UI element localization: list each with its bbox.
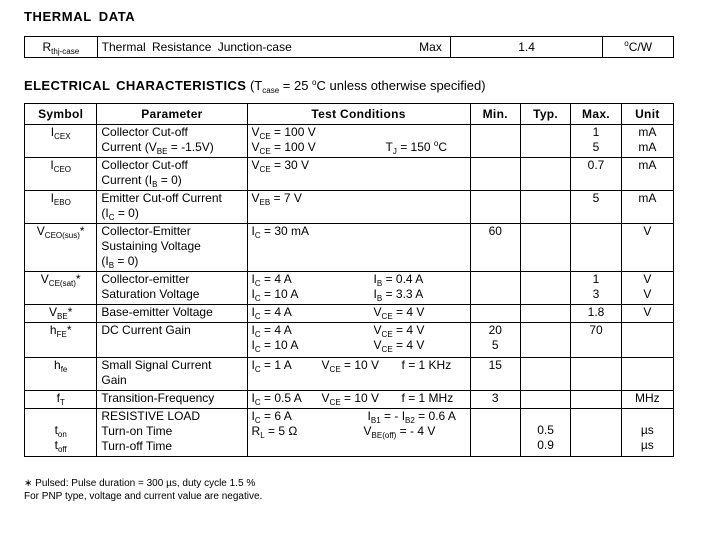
- pulsed-mark: *: [67, 305, 73, 319]
- condition-value: = - 4 V: [399, 424, 436, 438]
- degree-sup: o: [624, 39, 629, 48]
- condition-line: $V_{CE} = 100$ V $T_J = 150$ $^o$C: [251, 139, 448, 156]
- unit-cell: [621, 323, 673, 358]
- parameter-line: [101, 140, 242, 155]
- symbol-text: R: [42, 40, 52, 54]
- typ-cell: [520, 158, 570, 191]
- condition-third: f = 1 KHz: [401, 358, 452, 372]
- max-cell: [571, 391, 621, 409]
- thermal-parameter: [97, 37, 450, 58]
- unit-text: C: [438, 140, 448, 154]
- symbol-subscript: thj-case: [51, 47, 80, 56]
- condition-line: $R_L = 5$ Ω $V_{BE(off)}$ = - 4 V: [251, 424, 436, 440]
- condition-second: $I_B = 3.3$ A: [373, 287, 424, 303]
- symbol-sub: CEO(sus): [44, 231, 80, 240]
- symbol-text: h: [49, 323, 57, 337]
- test-conditions-cell: [247, 158, 470, 191]
- text-part: = 0): [157, 173, 182, 187]
- condition-value: = 4 V: [396, 305, 425, 319]
- unit-cell: [621, 272, 673, 305]
- symbol-sub: fe: [60, 365, 68, 374]
- pulsed-mark: *: [66, 323, 72, 337]
- symbol-text: t: [54, 423, 58, 437]
- symbol-cell: [25, 305, 97, 323]
- condition-value: = - I: [384, 409, 406, 423]
- parameter-line: Collector-emitter: [101, 272, 190, 286]
- condition-value: = 10 V: [344, 358, 380, 372]
- typ-cell: [520, 125, 570, 158]
- unit-value: mA: [638, 140, 657, 154]
- thermal-value: 1.4: [450, 37, 603, 58]
- condition-value: = 30 V: [274, 158, 310, 172]
- table-row: [25, 125, 674, 158]
- text-part: (I: [101, 206, 109, 220]
- typ-cell: [520, 409, 570, 457]
- symbol-line: [29, 423, 92, 438]
- condition-value: = 6 A: [264, 409, 292, 423]
- table-row: [25, 158, 674, 191]
- condition-second: $V_{BE(off)}$ = - 4 V: [363, 424, 436, 440]
- condition-line: $I_C = 30$ mA: [251, 224, 310, 240]
- table-row: [25, 409, 674, 457]
- header-row: [25, 104, 674, 125]
- table-row: [25, 391, 674, 409]
- condition-line: $I_C = 10$ A $V_{CE} = 4$ V: [251, 338, 425, 354]
- condition-value: = 3.3 A: [385, 287, 424, 301]
- title-part: (T: [249, 78, 263, 93]
- parameter-line: Turn-off Time: [101, 439, 173, 453]
- condition-value: = 4 A: [264, 323, 292, 337]
- symbol-cell: [25, 323, 97, 358]
- typ-value: 0.5: [537, 423, 554, 437]
- test-conditions-cell: [247, 391, 470, 409]
- min-cell: [470, 272, 520, 305]
- condition-second: $I_B = 0.4$ A: [373, 272, 424, 288]
- unit-value: V: [643, 287, 652, 301]
- condition-value: = 0.6 A: [418, 409, 456, 423]
- table-row: [25, 191, 674, 224]
- max-cell: 70: [571, 323, 621, 358]
- parameter-line: Collector Cut-off: [101, 158, 188, 172]
- typ-cell: [520, 224, 570, 272]
- parameter-cell: [97, 224, 247, 272]
- condition-line: $V_{EB} = 7$ V: [251, 191, 302, 207]
- unit-value: V: [643, 272, 652, 286]
- condition-line: $I_C = 1$ A $V_{CE} = 10$ V f = 1 KHz: [251, 358, 452, 374]
- parameter-cell: [97, 272, 247, 305]
- condition-line: $I_C = 0.5$ A $V_{CE} = 10$ V f = 1 MHz: [251, 391, 454, 407]
- min-cell: 60: [470, 224, 520, 272]
- table-row: [25, 272, 674, 305]
- condition-line: $V_{CE} = 30$ V: [251, 158, 310, 174]
- parameter-cell: [97, 358, 247, 391]
- qualifier-text: Max: [419, 40, 442, 54]
- header-symbol: Symbol: [25, 104, 97, 125]
- condition-value: = 10 A: [264, 287, 299, 301]
- symbol-cell: [25, 191, 97, 224]
- text-part: = -1.5V): [167, 140, 214, 154]
- max-value: 1: [592, 125, 600, 139]
- condition-tj: $T_J = 150$ $^o$C: [385, 139, 448, 156]
- parameter-cell: DC Current Gain: [97, 323, 247, 358]
- condition-value: = 5 Ω: [268, 424, 298, 438]
- parameter-cell: [97, 409, 247, 457]
- max-value: 5: [592, 140, 600, 154]
- table-row: [25, 37, 674, 58]
- title-sub: case: [262, 86, 280, 95]
- thermal-data-heading: THERMAL DATA: [24, 9, 136, 24]
- condition-value: = 30 mA: [264, 224, 310, 238]
- unit-cell: [621, 358, 673, 391]
- unit-cell: mA: [621, 158, 673, 191]
- symbol-sub: EBO: [53, 198, 71, 207]
- unit-cell: [621, 125, 673, 158]
- title-part: C unless otherwise specified): [316, 78, 486, 93]
- typ-cell: [520, 191, 570, 224]
- test-conditions-cell: [247, 272, 470, 305]
- parameter-line: Gain: [101, 373, 127, 387]
- condition-value: = 0.4 A: [385, 272, 424, 286]
- symbol-sub: CEO: [53, 165, 72, 174]
- min-cell: 15: [470, 358, 520, 391]
- condition-line: $I_C = 10$ A $I_B = 3.3$ A: [251, 287, 424, 303]
- symbol-cell: [25, 272, 97, 305]
- condition-value: = 4 V: [396, 338, 425, 352]
- condition-line: $I_C = 4$ A $V_{CE} = 4$ V: [251, 323, 425, 339]
- symbol-cell: [25, 358, 97, 391]
- parameter-line: Collector Cut-off: [101, 125, 188, 139]
- typ-cell: [520, 358, 570, 391]
- parameter-cell: Transition-Frequency: [97, 391, 247, 409]
- unit-cell: mA: [621, 191, 673, 224]
- typ-cell: [520, 305, 570, 323]
- text-sub: B: [152, 180, 158, 189]
- pulsed-mark: *: [79, 224, 85, 238]
- symbol-sub: off: [57, 445, 67, 454]
- parameter-line: Emitter Cut-off Current: [101, 191, 222, 205]
- min-cell: [470, 158, 520, 191]
- condition-value: = 4 A: [264, 305, 292, 319]
- parameter-line: Saturation Voltage: [101, 287, 200, 301]
- symbol-text: f: [56, 391, 60, 405]
- parameter-cell: [97, 191, 247, 224]
- condition-line: $I_C = 4$ A $I_B = 0.4$ A: [251, 272, 424, 288]
- symbol-sub: BE: [57, 312, 68, 321]
- condition-value: = 100 V: [274, 140, 316, 154]
- condition-value: = 4 A: [264, 272, 292, 286]
- thermal-unit: [603, 37, 674, 58]
- typ-cell: [520, 323, 570, 358]
- max-cell: [571, 358, 621, 391]
- electrical-heading: [24, 78, 486, 93]
- test-conditions-cell: [247, 358, 470, 391]
- condition-second: $V_{CE} = 10$ V: [321, 358, 380, 374]
- parameter-line: [101, 206, 242, 221]
- header-max: Max.: [571, 104, 621, 125]
- max-cell: [571, 409, 621, 457]
- test-conditions-cell: [247, 305, 470, 323]
- text-part: Current (V: [101, 140, 157, 154]
- header-unit: Unit: [621, 104, 673, 125]
- parameter-text: Thermal Resistance Junction-case: [101, 40, 292, 54]
- condition-second: $V_{CE} = 4$ V: [373, 323, 425, 339]
- condition-second: $V_{CE} = 4$ V: [373, 305, 425, 321]
- text-sub: BE: [156, 147, 168, 156]
- condition-value: = 150: [400, 140, 434, 154]
- max-value: 1: [592, 272, 600, 286]
- condition-third: f = 1 MHz: [401, 391, 454, 405]
- condition-line: $I_C = 4$ A $V_{CE} = 4$ V: [251, 305, 425, 321]
- min-value: 20: [488, 323, 502, 337]
- unit-cell: V: [621, 224, 673, 272]
- parameter-line: Small Signal Current: [101, 358, 212, 372]
- max-cell: 5: [571, 191, 621, 224]
- min-value: 5: [491, 338, 499, 352]
- parameter-cell: [97, 125, 247, 158]
- typ-value: 0.9: [537, 438, 554, 452]
- symbol-cell: [25, 409, 97, 457]
- text-part: = 0): [114, 206, 139, 220]
- title-sup: o: [312, 78, 317, 87]
- max-cell: 0.7: [571, 158, 621, 191]
- min-cell: [470, 323, 520, 358]
- symbol-cell: [25, 224, 97, 272]
- symbol-sub: FE: [56, 330, 67, 339]
- condition-value: = 4 V: [396, 323, 425, 337]
- table-row: [25, 224, 674, 272]
- symbol-cell: [25, 391, 97, 409]
- symbol-line: [29, 438, 92, 453]
- symbol-text: V: [40, 272, 49, 286]
- unit-cell: V: [621, 305, 673, 323]
- min-cell: [470, 125, 520, 158]
- condition-value: = 100 V: [274, 125, 316, 139]
- electrical-title: ELECTRICAL CHARACTERISTICS: [24, 78, 247, 93]
- min-cell: [470, 409, 520, 457]
- symbol-text: I: [50, 191, 54, 205]
- unit-value: mA: [638, 125, 657, 139]
- max-cell: [571, 125, 621, 158]
- condition-second: $V_{CE} = 4$ V: [373, 338, 425, 354]
- footnote-pulsed: ∗ Pulsed: Pulse duration = 300 µs, duty cycle 1.5 %: [24, 478, 256, 489]
- table-row: [25, 305, 674, 323]
- test-conditions-cell: [247, 409, 470, 457]
- min-cell: 3: [470, 391, 520, 409]
- min-cell: [470, 191, 520, 224]
- parameter-line: Sustaining Voltage: [101, 239, 201, 253]
- min-cell: [470, 305, 520, 323]
- parameter-cell: [97, 158, 247, 191]
- test-conditions-cell: [247, 191, 470, 224]
- degree-sup: o: [433, 139, 439, 148]
- symbol-text: t: [54, 438, 58, 452]
- title-part: = 25: [279, 78, 313, 93]
- parameter-line: Collector-Emitter: [101, 224, 191, 238]
- text-sub: B: [108, 261, 115, 270]
- electrical-characteristics-table: [24, 103, 674, 457]
- condition-line: $V_{CE} = 100$ V: [251, 125, 316, 141]
- parameter-line: [101, 254, 242, 269]
- symbol-sub: CE(sat): [48, 279, 76, 288]
- text-part: (I: [101, 254, 109, 268]
- parameter-line: [101, 173, 242, 188]
- parameter-cell: Base-emitter Voltage: [97, 305, 247, 323]
- pulsed-mark: *: [75, 272, 81, 286]
- symbol-sub: CEX: [54, 132, 71, 141]
- symbol-cell: [25, 158, 97, 191]
- thermal-symbol: [25, 37, 98, 58]
- max-value: 3: [592, 287, 600, 301]
- header-min: Min.: [470, 104, 520, 125]
- text-sub: C: [108, 213, 115, 222]
- max-cell: [571, 272, 621, 305]
- parameter-line: Turn-on Time: [101, 424, 173, 438]
- max-cell: 1.8: [571, 305, 621, 323]
- condition-value: = 10 A: [264, 338, 299, 352]
- symbol-cell: [25, 125, 97, 158]
- unit-cell: [621, 409, 673, 457]
- text-part: Current (I: [101, 173, 153, 187]
- condition-line: $I_C = 6$ A $I_{B1}$ = - $I_{B2} = 0.6$ A: [251, 409, 456, 425]
- condition-second: $V_{CE} = 10$ V: [321, 391, 380, 407]
- text-part: = 0): [114, 254, 139, 268]
- footnote-pnp: For PNP type, voltage and current value are negative.: [24, 491, 263, 502]
- condition-value: = 7 V: [273, 191, 302, 205]
- unit-value: µs: [640, 423, 654, 437]
- test-conditions-cell: [247, 224, 470, 272]
- condition-value: = 0.5 A: [264, 391, 302, 405]
- header-typ: Typ.: [520, 104, 570, 125]
- symbol-text: I: [50, 125, 55, 139]
- table-row: [25, 323, 674, 358]
- test-conditions-cell: [247, 323, 470, 358]
- max-cell: [571, 224, 621, 272]
- symbol-text: h: [54, 358, 61, 372]
- header-parameter: Parameter: [97, 104, 247, 125]
- typ-cell: [520, 391, 570, 409]
- symbol-sub: on: [57, 430, 67, 439]
- unit-cell: MHz: [621, 391, 673, 409]
- parameter-line: RESISTIVE LOAD: [101, 409, 201, 423]
- symbol-text: V: [49, 305, 58, 319]
- condition-value: = 1 A: [264, 358, 292, 372]
- test-conditions-cell: [247, 125, 470, 158]
- condition-second: $I_{B1}$ = - $I_{B2} = 0.6$ A: [367, 409, 456, 425]
- thermal-data-table: [24, 36, 674, 58]
- symbol-sub: T: [59, 398, 65, 407]
- symbol-text: V: [36, 224, 45, 238]
- typ-cell: [520, 272, 570, 305]
- table-row: [25, 358, 674, 391]
- condition-value: = 10 V: [344, 391, 380, 405]
- unit-value: µs: [640, 438, 654, 452]
- header-test-conditions: Test Conditions: [247, 104, 470, 125]
- unit-text: C/W: [628, 40, 653, 54]
- symbol-text: I: [50, 158, 54, 172]
